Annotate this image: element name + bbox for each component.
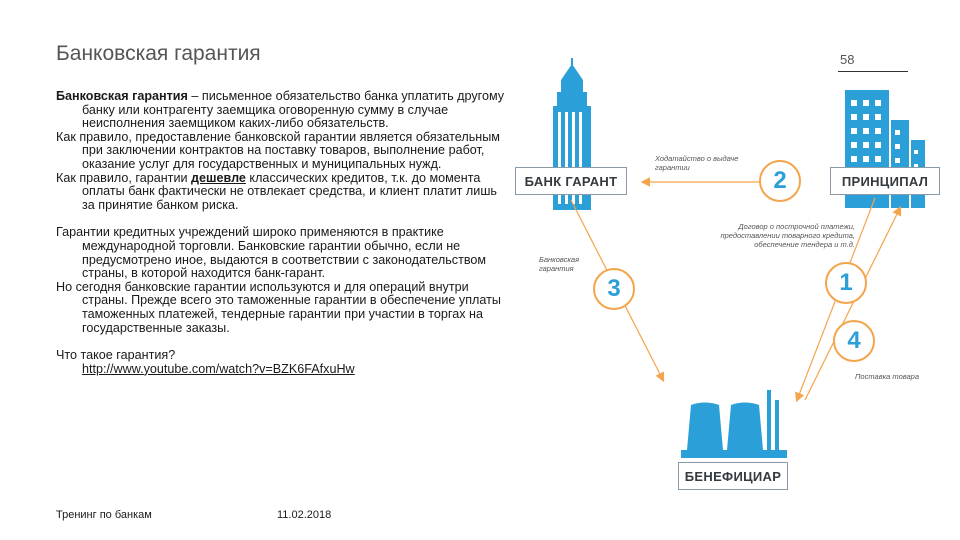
note-step-4: Поставка товара bbox=[855, 372, 919, 381]
international-paragraph: Гарантии кредитных учреждений широко применяются в практике международной торговли. Банковские гарантии обычно, если не предусмотрено иное, выдаются в соответствии с законодательством страны, в которой находится банк-гарант. bbox=[56, 225, 487, 281]
bank-guarantor-box: БАНК ГАРАНТ bbox=[515, 167, 627, 195]
video-question: Что такое гарантия? bbox=[56, 348, 176, 363]
term-bold: Банковская гарантия bbox=[56, 89, 188, 103]
cost-text-rest: классических кредитов, т.к. до момента оплаты банк фактически не отвлекает средства, и клиент платит лишь за принятие банком риска. bbox=[82, 170, 497, 212]
cost-text-start: Как правило, гарантии bbox=[56, 170, 192, 185]
definition-paragraph bbox=[56, 90, 506, 131]
step-4-badge: 4 bbox=[833, 320, 875, 362]
slide-body bbox=[56, 90, 506, 376]
footer-training-label: Тренинг по банкам bbox=[56, 509, 152, 521]
paragraph-gap bbox=[56, 212, 506, 226]
definition-text: – письменное обязательство банка уплатить другому банку или контрагенту заемщика оговоренную сумму в случае неисполнения заемщиком каких-либо обязательств. bbox=[82, 89, 505, 131]
paragraph-gap bbox=[56, 335, 506, 349]
note-step-1: Договор о построчной платежи, предоставлении товарного кредита, обеспечение тендера и т.д. bbox=[720, 222, 855, 249]
cheaper-emphasis: дешевле bbox=[191, 170, 246, 185]
note-step-2: Ходатайство о выдаче гарантии bbox=[655, 154, 739, 172]
step-2-badge: 2 bbox=[759, 160, 801, 202]
cost-paragraph bbox=[56, 172, 506, 213]
page-number: 58 bbox=[840, 52, 855, 67]
video-paragraph bbox=[56, 349, 506, 376]
factory-icon bbox=[681, 390, 787, 458]
step-3-badge: 3 bbox=[593, 268, 635, 310]
requirement-paragraph: Как правило, предоставление банковской гарантии является обязательным при заключении контрактов на поставку товаров, выполнение работ, оказание услуг для государственных и муниципальных нужд. bbox=[56, 129, 500, 171]
step-1-badge: 1 bbox=[825, 262, 867, 304]
footer-date: 11.02.2018 bbox=[277, 509, 332, 521]
principal-box: ПРИНЦИПАЛ bbox=[830, 167, 940, 195]
domestic-paragraph: Но сегодня банковские гарантии используются и для операций внутри страны. Прежде всего это таможенные гарантии в обеспечение уплаты таможенных платежей, тендерные гарантии при участии в торгах на государственные заказы. bbox=[56, 279, 501, 335]
beneficiary-box: БЕНЕФИЦИАР bbox=[678, 462, 788, 490]
video-link[interactable]: http://www.youtube.com/watch?v=BZK6FAfxuHw bbox=[82, 361, 355, 376]
diagram-graphics bbox=[505, 50, 945, 500]
note-step-3: Банковская гарантия bbox=[539, 255, 580, 273]
guarantee-diagram bbox=[505, 50, 945, 500]
slide-title: Банковская гарантия bbox=[56, 42, 261, 65]
